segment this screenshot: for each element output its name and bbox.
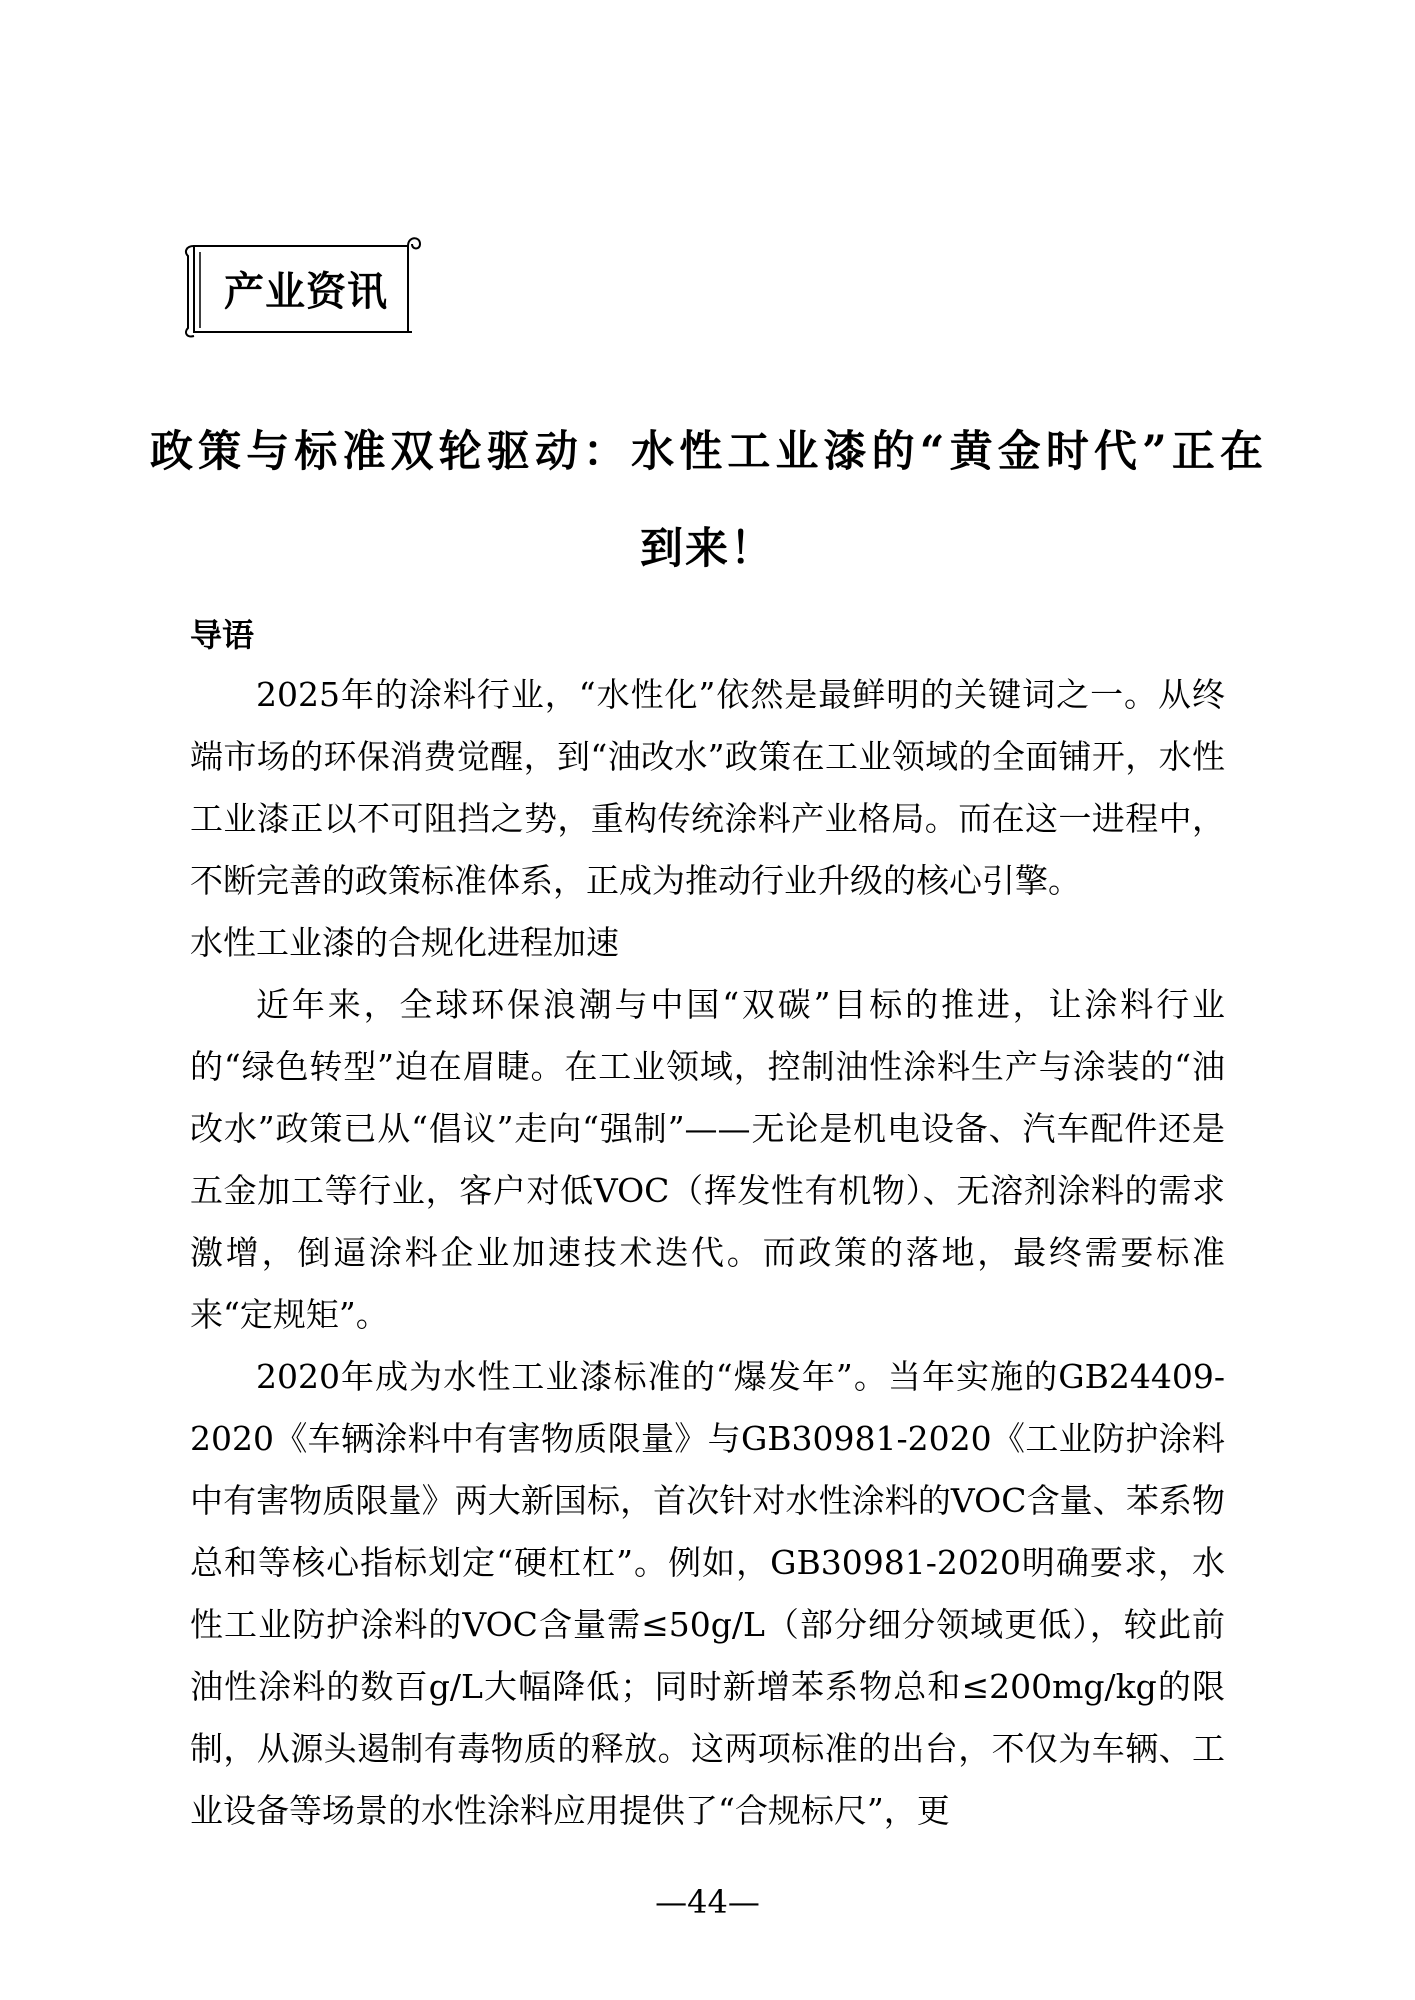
article-title-line-1: 政策与标准双轮驱动：水性工业漆的“黄金时代”正在 [150,427,1265,477]
paragraph: 近年来，全球环保浪潮与中国“双碳”目标的推进，让涂料行业的“绿色转型”迫在眉睫。在工业领域，控制油性涂料生产与涂装的“油改水”政策已从“倡议”走向“强制”——无论是机电设备、汽车配件还是五金加工等行业，客户对低VOC（挥发性有机物）、无溶剂涂料的需求激增，倒逼涂料企业加速技术迭代。而政策的落地，最终需要标准来“定规矩”。 [190,985,1225,1334]
paragraph: 2025年的涂料行业，“水性化”依然是最鲜明的关键词之一。从终端市场的环保消费觉醒，到“油改水”政策在工业领域的全面铺开，水性工业漆正以不可阻挡之势，重构传统涂料产业格局。而在这一进程中，不断完善的政策标准体系，正成为推动行业升级的核心引擎。 [190,675,1225,900]
page-number: —44— [655,1883,760,1921]
subheading: 水性工业漆的合规化进程加速 [190,923,619,962]
section-label: 导语 [190,616,255,654]
section-banner [180,232,422,340]
article-body [190,664,1225,1842]
banner-label: 产业资讯 [224,268,388,315]
article-title-line-2: 到来！ [640,524,775,574]
paragraph: 2020年成为水性工业漆标准的“爆发年”。当年实施的GB24409-2020《车辆涂料中有害物质限量》与GB30981-2020《工业防护涂料中有害物质限量》两大新国标，首次针对水性涂料的VOC含量、苯系物总和等核心指标划定“硬杠杠”。例如，GB30981-2020明确要求，水性工业防护涂料的VOC含量需≤50g/L（部分细分领域更低），较此前油性涂料的数百g/L大幅降低；同时新增苯系物总和≤200mg/kg的限制，从源头遏制有毒物质的释放。这两项标准的出台，不仅为车辆、工业设备等场景的水性涂料应用提供了“合规标尺”，更 [190,1357,1225,1830]
